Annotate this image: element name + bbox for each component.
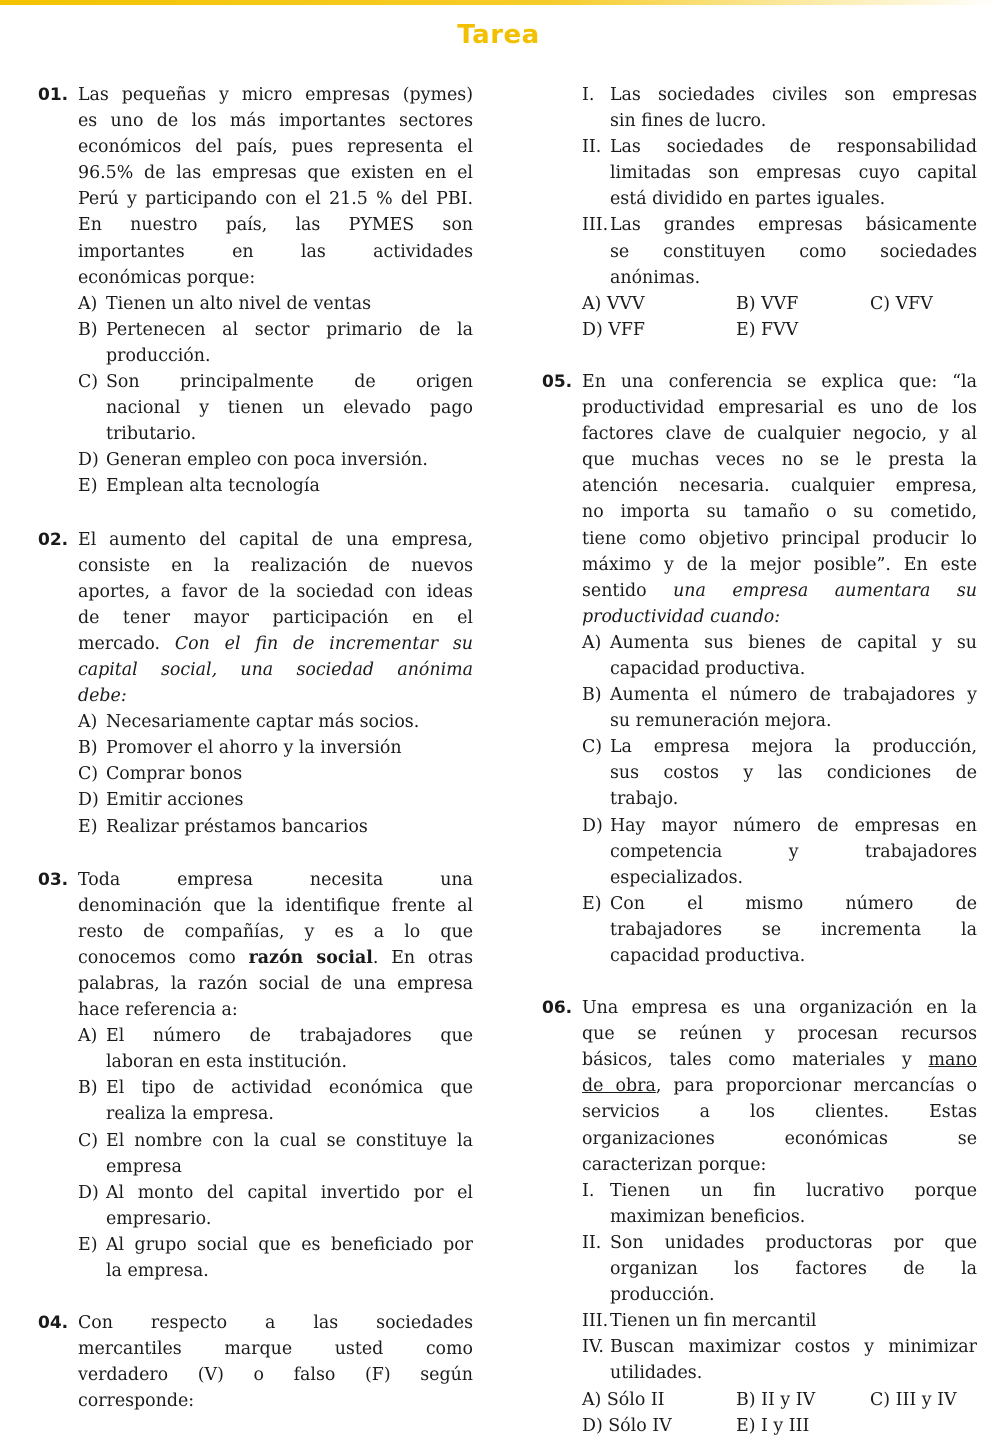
question-01 [38, 82, 473, 500]
option-text-line: Pertenecen al sector primario de la [106, 319, 473, 340]
option-text-line: Al grupo social que es beneficiado por [106, 1234, 473, 1255]
option-text-line: sus costos y las condiciones de [610, 763, 977, 784]
question-text-segment: sentido [582, 580, 647, 601]
option-text-line: trabajadores se incrementa la [610, 919, 977, 940]
question-text-line: debe: [78, 686, 127, 707]
option-b [78, 735, 473, 761]
question-text-line [78, 631, 473, 657]
answer-option: C) VFV [870, 293, 933, 314]
answer-option: A) Sólo II [582, 1389, 665, 1410]
question-text-italic: Con el fin de incrementar su [174, 633, 473, 654]
question-text-segment: . En otras [372, 947, 473, 968]
statement-text-line: está dividido en partes iguales. [610, 189, 886, 210]
question-text-underlined: mano [928, 1050, 977, 1071]
question-text-line: El aumento del capital de una empresa, [78, 529, 473, 550]
statement-text-line: Tienen un fin mercantil [610, 1311, 817, 1332]
option-label: B) [582, 685, 602, 706]
question-text-segment: conocemos como [78, 947, 236, 968]
statement-label: IV. [582, 1337, 604, 1358]
question-text-line: no importa su tamaño o su cometido, [582, 502, 977, 523]
option-d [582, 813, 977, 891]
question-text-line: económicas porque: [78, 267, 256, 288]
statement-label: III. [582, 1311, 609, 1332]
statement-text-line: Buscan maximizar costos y minimizar [610, 1337, 977, 1358]
answer-option: D) VFF [582, 319, 645, 340]
option-a [582, 630, 977, 682]
option-a [78, 1023, 473, 1075]
statement-i [582, 1178, 977, 1230]
question-text-line: importantes en las actividades [78, 241, 473, 262]
question-02 [38, 527, 473, 840]
statement-iv [582, 1334, 977, 1386]
question-text-italic: una empresa aumentara su [673, 580, 977, 601]
question-number: 01. [38, 85, 69, 105]
question-text-line: atención necesaria. cualquier empresa, [582, 476, 977, 497]
option-label: D) [78, 1182, 99, 1203]
option-text-line: Promover el ahorro y la inversión [106, 738, 402, 759]
statement-ii [582, 1230, 977, 1308]
option-b [582, 682, 977, 734]
option-d [78, 447, 473, 473]
question-text-line: Las pequeñas y micro empresas (pymes) [78, 85, 473, 105]
answer-row [582, 317, 977, 343]
statement-text-line: sin fines de lucro. [610, 111, 767, 132]
option-text-line: laboran en esta institución. [106, 1052, 347, 1073]
option-d [78, 787, 473, 813]
answer-option: C) III y IV [870, 1389, 957, 1410]
option-label: C) [582, 737, 603, 758]
option-c [582, 734, 977, 812]
statement-text-line: Las grandes empresas básicamente [610, 215, 977, 236]
answer-option: B) VVF [736, 293, 799, 314]
option-text-line: Generan empleo con poca inversión. [106, 450, 428, 471]
option-label: B) [78, 319, 98, 340]
question-06 [542, 995, 977, 1439]
option-label: E) [78, 1234, 98, 1255]
statement-iii [582, 1308, 977, 1334]
option-text-line: Tienen un alto nivel de ventas [106, 293, 372, 314]
statement-text-line: producción. [610, 1285, 715, 1306]
option-e [78, 473, 473, 499]
question-text-line: que se reúnen y procesan recursos [582, 1024, 977, 1045]
option-text-line: capacidad productiva. [610, 946, 806, 966]
option-c [78, 1128, 473, 1180]
option-text-line: tributario. [106, 424, 197, 445]
statement-label: II. [582, 1232, 602, 1253]
question-text-line: corresponde: [78, 1391, 195, 1412]
option-label: A) [78, 1026, 98, 1047]
option-label: A) [78, 293, 98, 314]
question-text-line: organizaciones económicas se [582, 1128, 977, 1149]
question-text-line: que muchas veces no se le presta la [582, 450, 977, 471]
option-text-line: empresa [106, 1156, 182, 1177]
option-text-line: Aumenta sus bienes de capital y su [610, 632, 977, 653]
option-e [78, 1232, 473, 1284]
question-text-line: mercantiles marque usted como [78, 1339, 473, 1360]
question-text-line: máximo y de la mejor posible”. En este [582, 554, 977, 575]
option-label: E) [78, 476, 98, 497]
question-text-segment: básicos, tales como materiales y [582, 1050, 912, 1071]
answer-row [582, 291, 977, 317]
statement-text-line: Son unidades productoras por que [610, 1232, 977, 1253]
answer-option: E) FVV [736, 319, 799, 340]
question-text-line: En nuestro país, las PYMES son [78, 215, 473, 236]
option-text-line: Aumenta el número de trabajadores y [610, 685, 977, 706]
option-label: D) [582, 815, 603, 836]
question-text-line: denominación que la identifique frente al [78, 895, 473, 916]
answer-option: E) I y III [736, 1415, 810, 1436]
question-text-line: Toda empresa necesita una [78, 869, 473, 890]
option-text-line: Con el mismo número de [610, 893, 977, 914]
question-text-bold: razón social [248, 947, 373, 968]
question-number: 05. [542, 371, 573, 392]
option-text-line: su remuneración mejora. [610, 711, 832, 732]
option-text-line: producción. [106, 345, 211, 366]
question-number: 06. [542, 998, 573, 1019]
option-text-line: Necesariamente captar más socios. [106, 712, 420, 733]
statement-text-line: se constituyen como sociedades [610, 241, 977, 262]
option-label: C) [78, 764, 99, 785]
statement-text-line: limitadas son empresas cuyo capital [610, 163, 977, 184]
option-text-line: Hay mayor número de empresas en [610, 815, 977, 836]
page-title: Tarea [457, 20, 540, 50]
option-e [582, 891, 977, 969]
statement-ii [582, 134, 977, 212]
question-text-line: consiste en la realización de nuevos [78, 555, 473, 576]
question-text-line: verdadero (V) o falso (F) según [78, 1365, 473, 1386]
option-text-line: trabajo. [610, 789, 679, 810]
question-text-segment: , para proporcionar mercancías o [655, 1076, 977, 1097]
option-b [78, 1075, 473, 1127]
option-d [78, 1180, 473, 1232]
question-text-line [78, 945, 473, 971]
statement-label: I. [582, 85, 595, 105]
question-text-line: productividad cuando: [582, 606, 781, 627]
option-text-line: capacidad productiva. [610, 658, 806, 679]
statement-text-line: anónimas. [610, 267, 701, 288]
statement-text-line: maximizan beneficios. [610, 1206, 806, 1227]
top-accent-bar [0, 0, 997, 5]
question-text-line: resto de compañías, y es a lo que [78, 921, 473, 942]
question-text-line: factores clave de cualquier negocio, y al [582, 424, 977, 445]
question-03 [38, 867, 473, 1285]
question-text-line: 96.5% de las empresas que existen en el [78, 163, 473, 184]
question-text-line: Una empresa es una organización en la [582, 998, 977, 1019]
question-number: 04. [38, 1313, 69, 1334]
option-label: C) [78, 1130, 99, 1151]
question-text-line: hace referencia a: [78, 1000, 238, 1021]
option-label: A) [78, 712, 98, 733]
option-text-line: competencia y trabajadores [610, 841, 977, 862]
option-e [78, 814, 473, 840]
option-text-line: nacional y tienen un elevado pago [106, 398, 473, 419]
option-text-line: empresario. [106, 1208, 212, 1229]
statement-text-line: Las sociedades civiles son empresas [610, 85, 977, 105]
answer-option: A) VVV [582, 293, 645, 314]
option-c [78, 761, 473, 787]
option-label: A) [582, 632, 602, 653]
answer-option: D) Sólo IV [582, 1415, 672, 1436]
question-05 [542, 369, 977, 969]
option-label: E) [582, 893, 602, 914]
question-text-line: tiene como objetivo principal producir lo [582, 528, 977, 549]
option-a [78, 291, 473, 317]
option-label: E) [78, 816, 98, 837]
question-text-line [582, 1073, 977, 1099]
option-label: B) [78, 738, 98, 759]
option-a [78, 709, 473, 735]
option-label: C) [78, 372, 99, 393]
question-text-line: aportes, a favor de la sociedad con ideas [78, 581, 473, 602]
option-text-line: realiza la empresa. [106, 1104, 274, 1125]
option-text-line: La empresa mejora la producción, [610, 737, 977, 758]
statement-text-line: Tienen un fin lucrativo porque [610, 1180, 977, 1201]
option-text-line: la empresa. [106, 1261, 209, 1282]
question-text-line: productividad empresarial es uno de los [582, 398, 977, 419]
question-number: 03. [38, 869, 69, 890]
option-text-line: especializados. [610, 867, 744, 888]
question-04 [38, 1310, 473, 1414]
statement-label: III. [582, 215, 609, 236]
option-text-line: El nombre con la cual se constituye la [106, 1130, 473, 1151]
question-text-line: palabras, la razón social de una empresa [78, 974, 473, 994]
question-text-line: caracterizan porque: [582, 1154, 767, 1175]
left-column [38, 82, 473, 1415]
option-text-line: El tipo de actividad económica que [106, 1078, 473, 1099]
question-text-line: capital social, una sociedad anónima [78, 659, 473, 680]
option-label: D) [78, 790, 99, 811]
option-c [78, 369, 473, 447]
answer-row [582, 1413, 977, 1439]
option-text-line: El número de trabajadores que [106, 1026, 473, 1047]
option-b [78, 317, 473, 369]
answer-option: B) II y IV [736, 1389, 816, 1410]
right-column [542, 82, 977, 1439]
question-text-line: de tener mayor participación en el [78, 607, 473, 628]
question-text-line [582, 1047, 977, 1073]
question-text-line [582, 578, 977, 604]
question-text-line: Con respecto a las sociedades [78, 1313, 473, 1334]
question-text-line: es uno de los más importantes sectores [78, 111, 473, 132]
option-text-line: Emitir acciones [106, 790, 244, 811]
option-text-line: Comprar bonos [106, 764, 243, 785]
question-04-statements [582, 82, 977, 343]
statement-i [582, 82, 977, 134]
option-text-line: Al monto del capital invertido por el [106, 1182, 473, 1203]
question-text-underlined: de obra [582, 1076, 656, 1097]
statement-label: II. [582, 137, 602, 158]
question-text-line: económicos del país, pues representa el [78, 137, 473, 158]
statement-text-line: Las sociedades de responsabilidad [610, 137, 977, 158]
question-text-segment: mercado. [78, 633, 161, 654]
answer-row [582, 1387, 977, 1413]
question-text-line: En una conferencia se explica que: “la [582, 371, 977, 392]
option-label: D) [78, 450, 99, 471]
statement-text-line: utilidades. [610, 1363, 703, 1384]
question-number: 02. [38, 529, 69, 550]
option-text-line: Realizar préstamos bancarios [106, 816, 368, 837]
option-text-line: Emplean alta tecnología [106, 476, 320, 497]
statement-label: I. [582, 1180, 595, 1201]
statement-iii [582, 212, 977, 290]
option-label: B) [78, 1078, 98, 1099]
question-text-line: Perú y participando con el 21.5 % del PBI. [78, 189, 473, 210]
statement-text-line: organizan los factores de la [610, 1259, 977, 1280]
option-text-line: Son principalmente de origen [106, 372, 473, 393]
question-text-line: servicios a los clientes. Estas [582, 1102, 977, 1123]
